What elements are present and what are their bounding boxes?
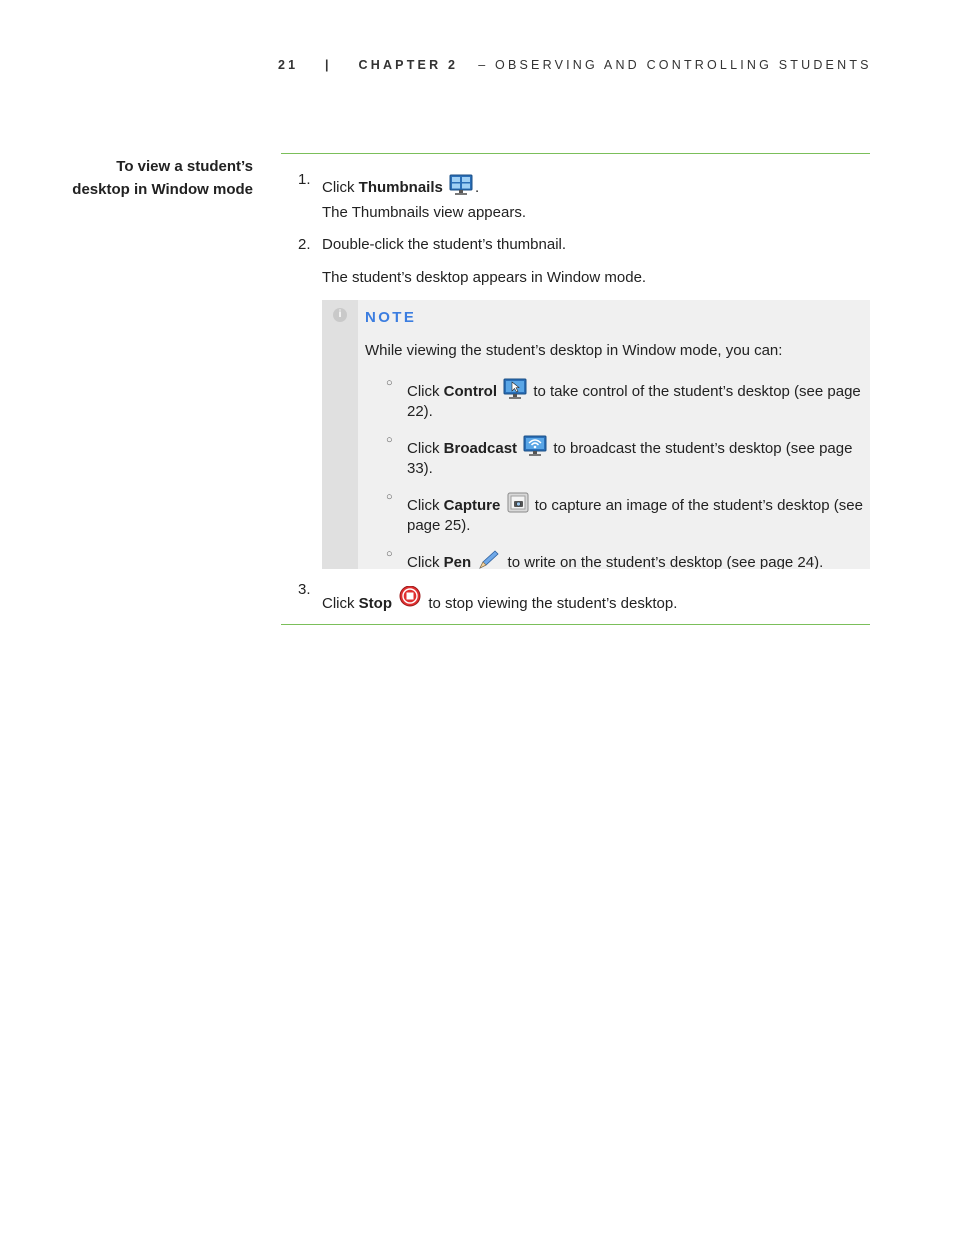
- chapter-title: – OBSERVING AND CONTROLLING STUDENTS: [478, 58, 872, 72]
- bullet-marker: ○: [386, 377, 393, 389]
- note-item-broadcast: [407, 435, 867, 479]
- note-item-suffix: to write on the student’s desktop (see page 24).: [503, 554, 824, 569]
- step-1-bold: Thumbnails: [358, 179, 443, 196]
- control-icon: [503, 378, 527, 400]
- note-intro: While viewing the student’s desktop in Window mode, you can:: [365, 342, 783, 359]
- step-2-number: 2.: [298, 236, 311, 253]
- note-item-bold: Capture: [443, 497, 501, 514]
- procedure-title-line2: desktop in Window mode: [72, 181, 253, 198]
- bullet-marker: ○: [386, 434, 393, 446]
- step-2-result: The student’s desktop appears in Window mode.: [322, 269, 647, 286]
- capture-icon: [507, 492, 529, 514]
- top-divider: [281, 153, 870, 154]
- header-separator: |: [325, 58, 332, 72]
- note-item-prefix: Click: [407, 383, 444, 400]
- step-3-instruction: [322, 586, 677, 612]
- note-gutter: [322, 300, 358, 569]
- note-item-prefix: Click: [407, 440, 444, 457]
- page-header: [278, 58, 872, 72]
- note-item-suffix: to broadcast the student’s desktop (see page 33).: [407, 440, 853, 477]
- step-1-number: 1.: [298, 171, 311, 188]
- bullet-marker: ○: [386, 491, 393, 503]
- thumbnails-icon: [449, 174, 473, 196]
- stop-icon: [398, 586, 422, 610]
- step-1-prefix: Click: [322, 179, 359, 196]
- procedure-title: [40, 155, 253, 201]
- step-1-suffix: .: [475, 179, 480, 196]
- note-item-capture: [407, 492, 867, 536]
- broadcast-icon: [523, 435, 547, 457]
- info-icon: i: [333, 308, 347, 322]
- chapter-label: CHAPTER 2: [358, 58, 459, 72]
- bullet-marker: ○: [386, 548, 393, 560]
- note-item-suffix: to capture an image of the student’s desktop (see page 25).: [407, 497, 863, 534]
- step-3-bold: Stop: [358, 595, 392, 612]
- note-item-bold: Pen: [443, 554, 472, 569]
- step-3-number: 3.: [298, 581, 311, 598]
- page-number: 21: [278, 58, 299, 72]
- step-1-result: The Thumbnails view appears.: [322, 204, 526, 221]
- note-item-bold: Broadcast: [443, 440, 518, 457]
- note-box: [322, 300, 870, 569]
- step-3-suffix: to stop viewing the student’s desktop.: [424, 595, 678, 612]
- pen-icon: [477, 549, 501, 569]
- note-item-suffix: to take control of the student’s desktop (see page 22).: [407, 383, 861, 420]
- note-item-pen: [407, 549, 867, 569]
- step-1-instruction: [322, 174, 479, 196]
- step-3-prefix: Click: [322, 595, 359, 612]
- bottom-divider: [281, 624, 870, 625]
- note-item-bold: Control: [443, 383, 497, 400]
- procedure-title-line1: To view a student’s: [116, 158, 253, 175]
- note-label: NOTE: [365, 309, 417, 326]
- note-item-control: [407, 378, 867, 422]
- step-2-instruction: Double-click the student’s thumbnail.: [322, 236, 567, 253]
- note-item-prefix: Click: [407, 554, 444, 569]
- note-item-prefix: Click: [407, 497, 444, 514]
